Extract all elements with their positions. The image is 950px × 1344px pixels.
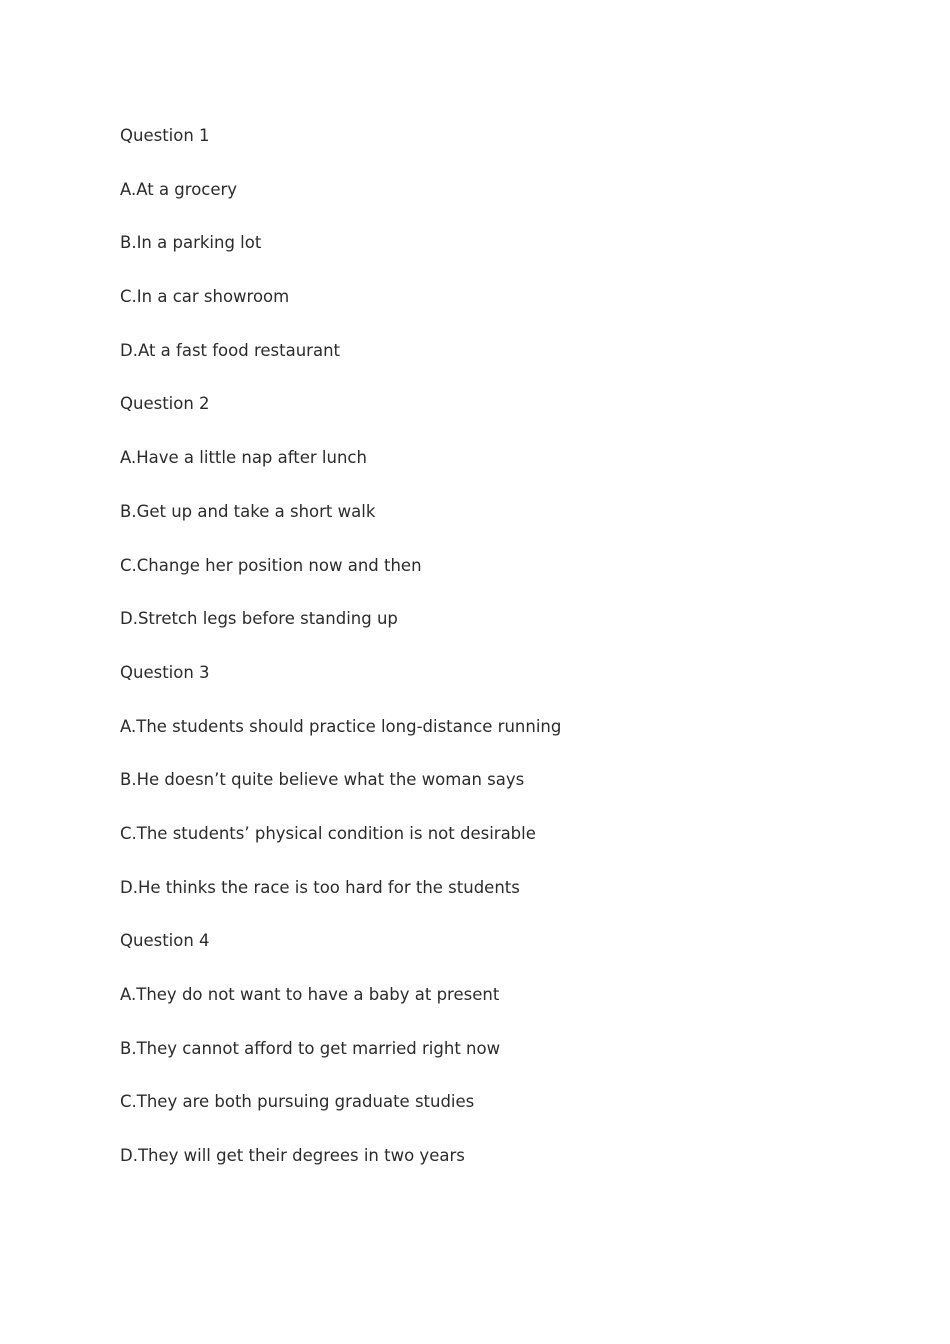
answer-option: C.The students’ physical condition is not desirable: [120, 823, 536, 843]
question-title: Question 1: [120, 126, 210, 145]
question-title: Question 4: [120, 931, 210, 951]
answer-option: B.Get up and take a short walk: [120, 501, 376, 521]
question-title: Question 3: [120, 662, 210, 682]
answer-option: A.Have a little nap after lunch: [120, 448, 367, 468]
answer-option: C.Change her position now and then: [120, 555, 422, 575]
question-block: [120, 393, 880, 630]
answer-option: A.The students should practice long-distance running: [120, 716, 562, 736]
answer-option: D.Stretch legs before standing up: [120, 609, 398, 629]
answer-option: D.At a fast food restaurant: [120, 340, 340, 360]
document-page: [120, 125, 880, 1199]
answer-option: B.He doesn’t quite believe what the woman says: [120, 770, 525, 790]
question-block: [120, 930, 880, 1167]
answer-option: B.In a parking lot: [120, 233, 262, 253]
answer-option: A.At a grocery: [120, 179, 238, 199]
answer-option: A.They do not want to have a baby at present: [120, 985, 500, 1004]
answer-option: C.They are both pursuing graduate studies: [120, 1092, 475, 1112]
question-block: [120, 662, 880, 899]
answer-option: B.They cannot afford to get married right now: [120, 1038, 501, 1058]
answer-option: C.In a car showroom: [120, 287, 290, 307]
question-block: [120, 125, 880, 362]
answer-option: D.They will get their degrees in two years: [120, 1146, 465, 1166]
question-title: Question 2: [120, 394, 210, 414]
answer-option: D.He thinks the race is too hard for the students: [120, 877, 520, 897]
